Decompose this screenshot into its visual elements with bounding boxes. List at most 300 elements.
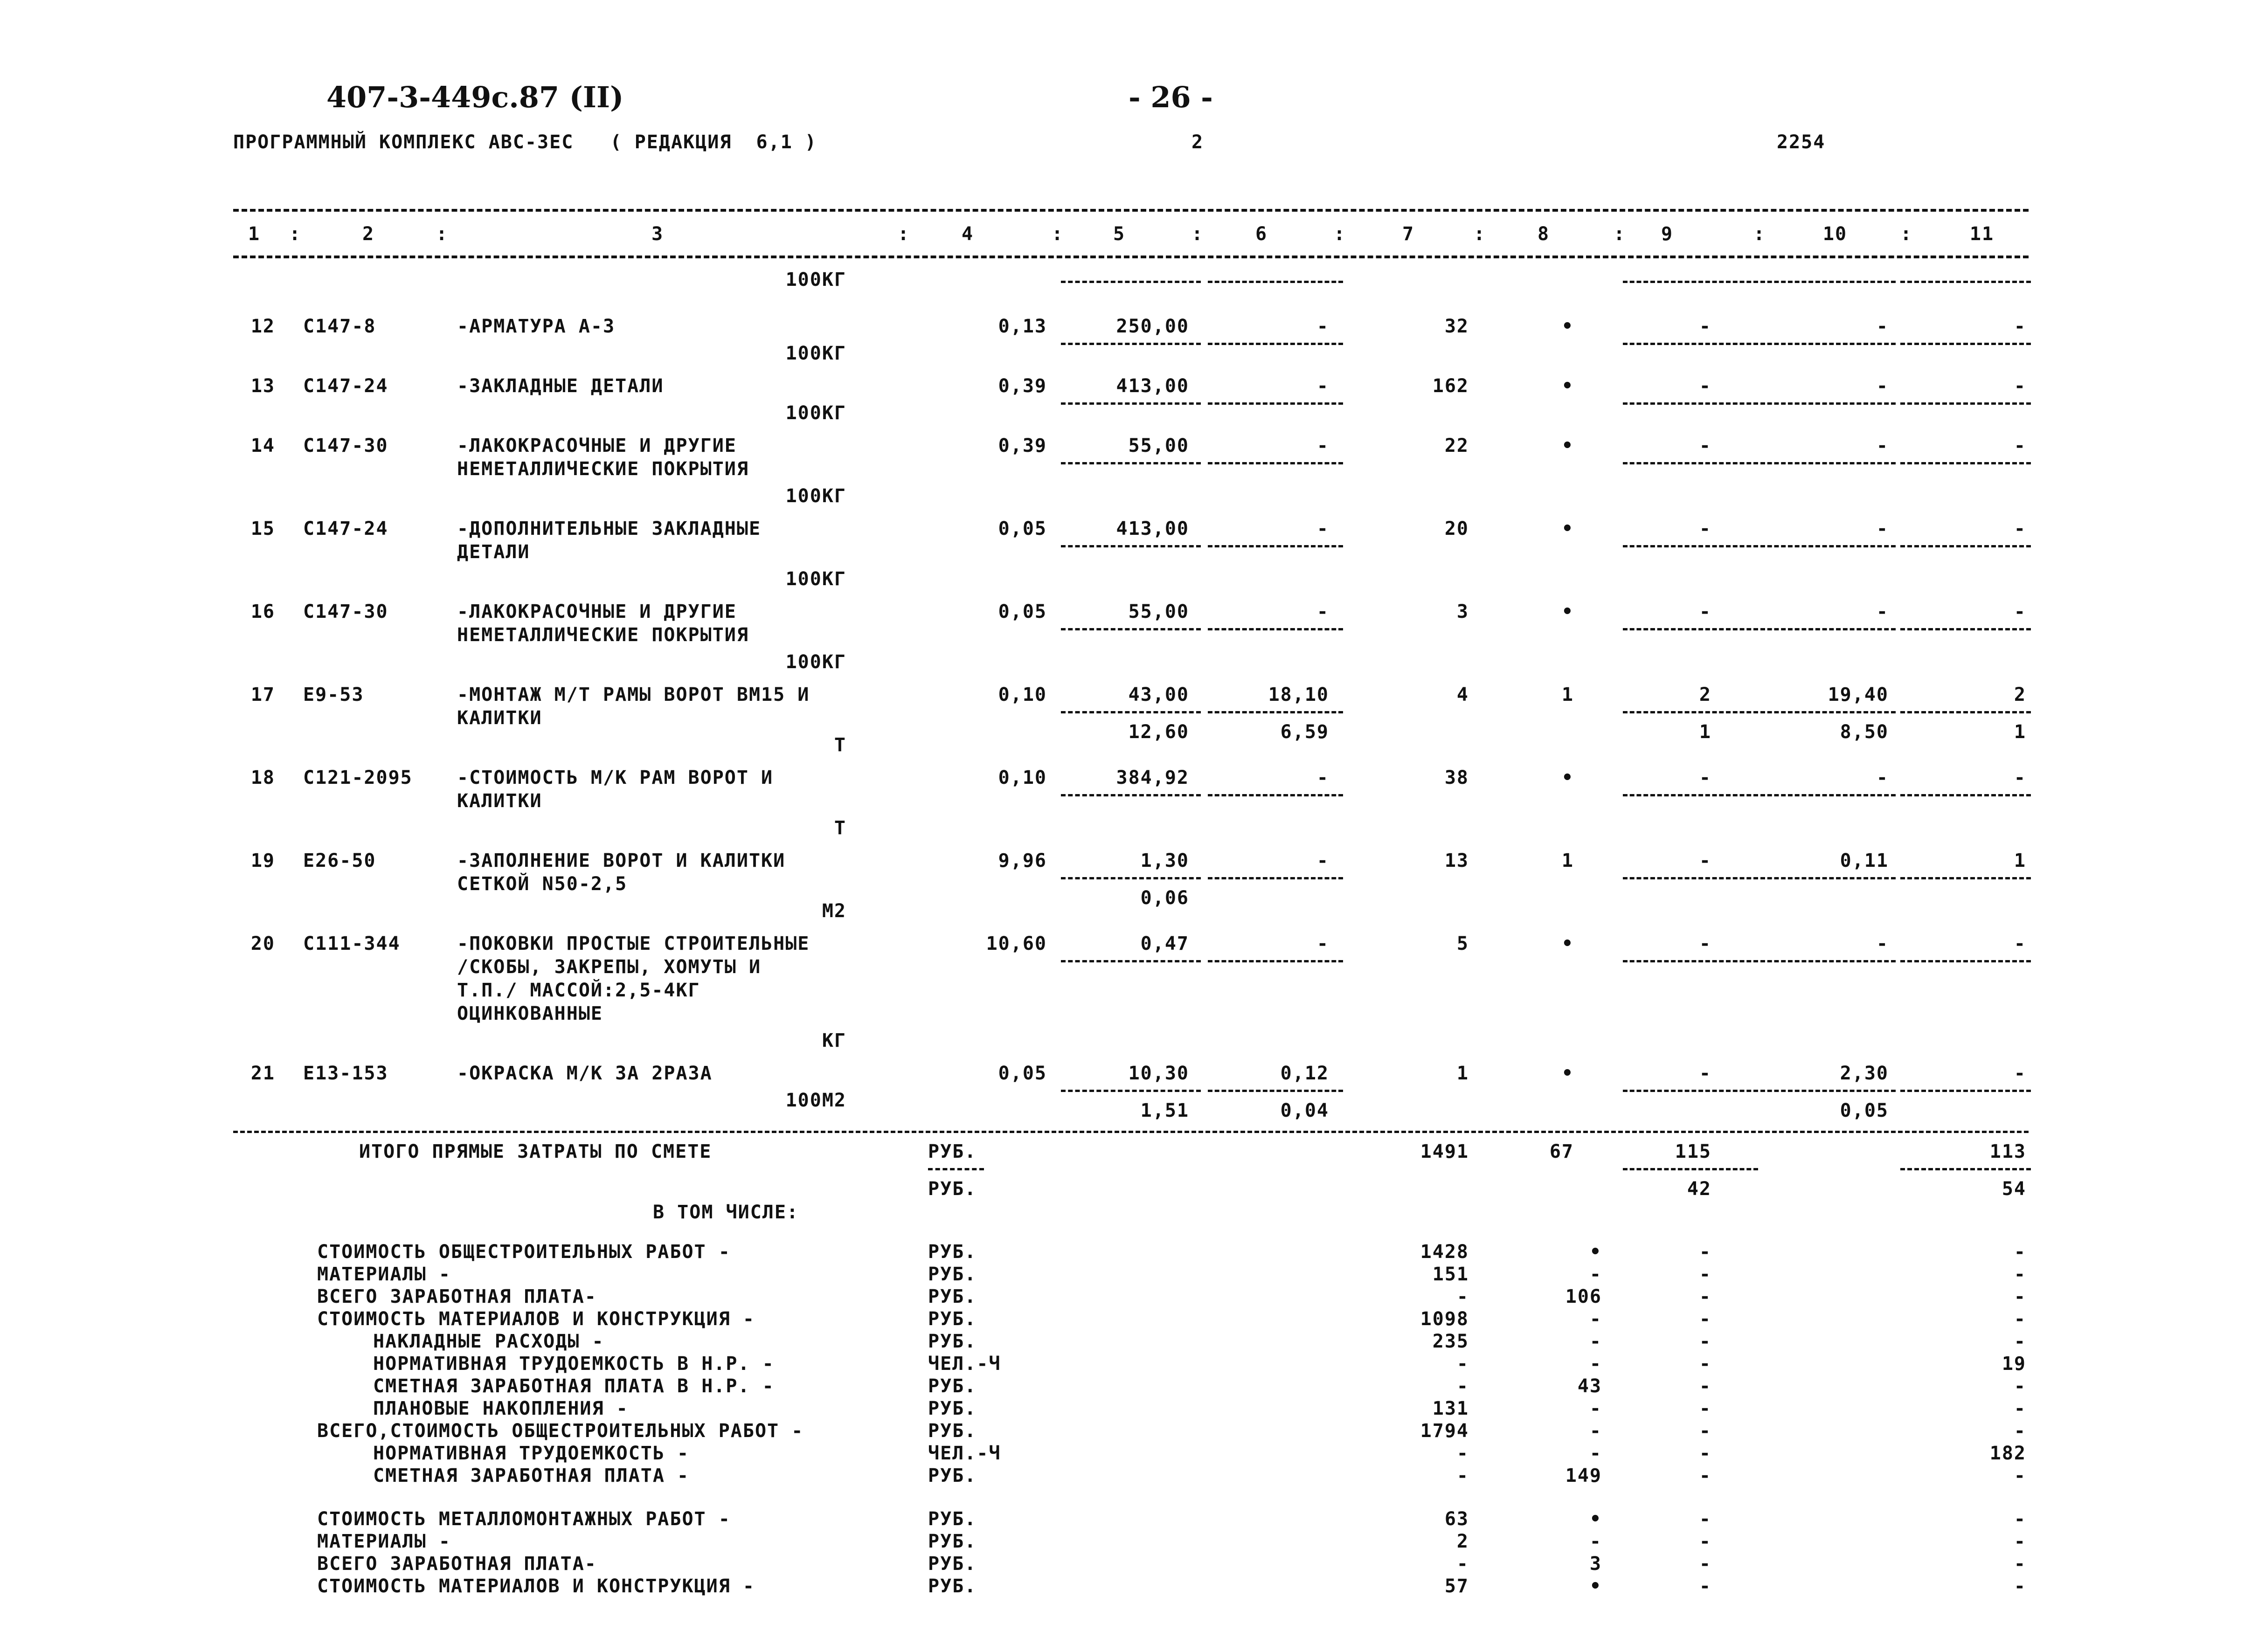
row-quantity: 0,05 — [998, 601, 1047, 622]
row-number: 12 — [250, 316, 275, 337]
row-col7: 38 — [1444, 767, 1469, 788]
summary-col8: 149 — [1565, 1465, 1602, 1486]
row-col6: - — [1316, 518, 1329, 539]
row-quantity: 0,39 — [998, 375, 1047, 397]
summary-col9: - — [1699, 1353, 1711, 1375]
summary-col9: - — [1699, 1241, 1711, 1263]
row-quantity: 0,10 — [998, 767, 1047, 788]
row-description: -МОНТАЖ М/Т РАМЫ ВОРОТ ВМ15 И — [457, 684, 810, 705]
cell-separator — [1623, 877, 1758, 879]
summary-col8: - — [1589, 1531, 1602, 1552]
column-header-9: 9 — [1661, 223, 1674, 245]
row-col8: 1 — [1561, 684, 1574, 705]
cell-separator — [1900, 402, 2031, 405]
summary-col7: 1098 — [1420, 1308, 1469, 1330]
cell-separator — [1208, 281, 1343, 283]
row-col7: 4 — [1456, 684, 1469, 705]
row-col10: 19,40 — [1828, 684, 1889, 705]
row-unit: 100КГ — [785, 402, 846, 424]
row-code: Е13-153 — [303, 1063, 388, 1084]
row-number: 14 — [250, 435, 275, 456]
row-col6-sub: 6,59 — [1280, 721, 1329, 743]
row-unit: 100КГ — [785, 568, 846, 590]
cell-separator — [1760, 794, 1896, 796]
total-col11: 113 — [1989, 1141, 2026, 1162]
row-col6: - — [1316, 435, 1329, 456]
cell-separator — [1208, 1090, 1343, 1092]
cell-separator — [1760, 877, 1896, 879]
cell-separator — [1900, 794, 2031, 796]
row-code: С147-30 — [303, 601, 388, 622]
cell-separator — [1760, 628, 1896, 630]
cell-separator — [1208, 877, 1343, 879]
cell-separator — [1760, 343, 1896, 345]
row-col11: - — [2014, 316, 2026, 337]
summary-label: СТОИМОСТЬ МАТЕРИАЛОВ И КОНСТРУКЦИЯ - — [317, 1308, 755, 1330]
row-col9: - — [1699, 518, 1711, 539]
summary-label: СМЕТНАЯ ЗАРАБОТНАЯ ПЛАТА - — [373, 1465, 690, 1486]
document-code: 407-3-449с.87 (II) — [326, 80, 624, 114]
row-number: 19 — [250, 850, 275, 871]
row-col10-sub: 8,50 — [1840, 721, 1889, 743]
row-code: С121-2095 — [303, 767, 413, 788]
row-col5: 10,30 — [1128, 1063, 1189, 1084]
row-col9: - — [1699, 850, 1711, 871]
cell-separator — [1061, 877, 1201, 879]
row-col11: - — [2014, 518, 2026, 539]
summary-col7: - — [1456, 1376, 1469, 1397]
summary-col7: 63 — [1444, 1508, 1469, 1530]
summary-col7: - — [1456, 1553, 1469, 1575]
row-code: С147-24 — [303, 518, 388, 539]
summary-col8: 3 — [1589, 1553, 1602, 1575]
summary-label: НОРМАТИВНАЯ ТРУДОЕМКОСТЬ В Н.Р. - — [373, 1353, 775, 1375]
total-col9: 115 — [1675, 1141, 1711, 1162]
summary-col11: - — [2014, 1531, 2026, 1552]
summary-col8: - — [1589, 1308, 1602, 1330]
summary-unit: РУБ. — [928, 1576, 977, 1597]
summary-col11: - — [2014, 1376, 2026, 1397]
summary-label: СТОИМОСТЬ ОБЩЕСТРОИТЕЛЬНЫХ РАБОТ - — [317, 1241, 731, 1263]
cell-separator — [1760, 462, 1896, 464]
row-col5-sub: 1,51 — [1140, 1100, 1189, 1121]
column-divider: : — [1900, 223, 1913, 245]
row-col5: 413,00 — [1116, 518, 1189, 539]
summary-col9: - — [1699, 1553, 1711, 1575]
row-number: 17 — [250, 684, 275, 705]
summary-col11: - — [2014, 1308, 2026, 1330]
row-quantity: 0,39 — [998, 435, 1047, 456]
cell-separator — [1623, 794, 1758, 796]
row-description: -ПОКОВКИ ПРОСТЫЕ СТРОИТЕЛЬНЫЕ — [457, 933, 810, 954]
column-divider: : — [1191, 223, 1204, 245]
cell-separator — [1623, 462, 1758, 464]
cell-separator — [1623, 281, 1758, 283]
row-col5: 250,00 — [1116, 316, 1189, 337]
summary-col9: - — [1699, 1331, 1711, 1352]
summary-col11: - — [2014, 1286, 2026, 1307]
cell-separator — [1061, 545, 1201, 547]
row-col6: - — [1316, 316, 1329, 337]
cell-separator — [1900, 960, 2031, 962]
summary-col8: - — [1589, 1420, 1602, 1442]
row-description: -АРМАТУРА А-3 — [457, 316, 616, 337]
row-description: СЕТКОЙ N50-2,5 — [457, 873, 628, 895]
row-col9-sub: 1 — [1699, 721, 1711, 743]
row-col5: 43,00 — [1128, 684, 1189, 705]
row-col10-sub: 0,05 — [1840, 1100, 1889, 1121]
summary-unit: РУБ. — [928, 1331, 977, 1352]
row-code: Е26-50 — [303, 850, 376, 871]
row-col9: - — [1699, 601, 1711, 622]
row-description: -ЗАКЛАДНЫЕ ДЕТАЛИ — [457, 375, 664, 397]
row-col9: - — [1699, 316, 1711, 337]
summary-col8: - — [1589, 1398, 1602, 1419]
summary-unit: РУБ. — [928, 1376, 977, 1397]
summary-col9: - — [1699, 1398, 1711, 1419]
summary-unit: РУБ. — [928, 1286, 977, 1307]
summary-col7: 131 — [1432, 1398, 1469, 1419]
row-col8: • — [1561, 933, 1574, 954]
row-unit: КГ — [822, 1030, 846, 1051]
row-number: 13 — [250, 375, 275, 397]
row-col11: - — [2014, 601, 2026, 622]
summary-col11: - — [2014, 1398, 2026, 1419]
summary-col7: - — [1456, 1465, 1469, 1486]
cell-separator — [1900, 281, 2031, 283]
cell-separator — [1208, 402, 1343, 405]
row-description: -ЛАКОКРАСОЧНЫЕ И ДРУГИЕ — [457, 435, 737, 456]
cell-separator — [1900, 343, 2031, 345]
cell-separator — [1061, 281, 1201, 283]
total-unit-2: РУБ. — [928, 1178, 977, 1200]
column-header-2: 2 — [362, 223, 375, 245]
summary-col11: - — [2014, 1331, 2026, 1352]
row-col8: • — [1561, 1063, 1574, 1084]
row-col9: - — [1699, 1063, 1711, 1084]
column-divider: : — [1334, 223, 1346, 245]
summary-col8: - — [1589, 1443, 1602, 1464]
row-description: -ДОПОЛНИТЕЛЬНЫЕ ЗАКЛАДНЫЕ — [457, 518, 762, 539]
summary-unit: ЧЕЛ.-Ч — [928, 1353, 1001, 1375]
unit-label: 100КГ — [785, 269, 846, 290]
cell-separator — [1760, 545, 1896, 547]
cell-separator — [1900, 1168, 2031, 1170]
total-col7: 1491 — [1420, 1141, 1469, 1162]
row-quantity: 0,10 — [998, 684, 1047, 705]
header-rule-top — [233, 209, 2029, 212]
row-col7: 13 — [1444, 850, 1469, 871]
row-number: 20 — [250, 933, 275, 954]
row-unit: Т — [834, 817, 846, 839]
row-col7: 22 — [1444, 435, 1469, 456]
row-description: -СТОИМОСТЬ М/К РАМ ВОРОТ И — [457, 767, 774, 788]
page-number: - 26 - — [1129, 80, 1213, 114]
document-id: 2254 — [1777, 131, 1826, 153]
summary-col11: - — [2014, 1465, 2026, 1486]
summary-col9: - — [1699, 1420, 1711, 1442]
summary-col7: 1428 — [1420, 1241, 1469, 1263]
cell-separator — [1623, 1168, 1758, 1170]
column-divider: : — [1052, 223, 1064, 245]
row-col6: - — [1316, 767, 1329, 788]
summary-col9: - — [1699, 1508, 1711, 1530]
row-col10: - — [1876, 435, 1889, 456]
cell-separator — [1760, 1090, 1896, 1092]
row-col5: 0,47 — [1140, 933, 1189, 954]
row-description: /СКОБЫ, ЗАКРЕПЫ, ХОМУТЫ И — [457, 956, 762, 978]
row-col10: 0,11 — [1840, 850, 1889, 871]
summary-col9: - — [1699, 1443, 1711, 1464]
column-divider: : — [1614, 223, 1626, 245]
summary-col9: - — [1699, 1264, 1711, 1285]
summary-col8: 106 — [1565, 1286, 1602, 1307]
summary-col7: 2 — [1456, 1531, 1469, 1552]
row-col11-sub: 1 — [2014, 721, 2026, 743]
row-col5-sub: 12,60 — [1128, 721, 1189, 743]
summary-col7: 235 — [1432, 1331, 1469, 1352]
row-unit: М2 — [822, 900, 846, 922]
row-col6: - — [1316, 601, 1329, 622]
cell-separator — [1623, 402, 1758, 405]
column-header-3: 3 — [651, 223, 664, 245]
including-heading: В ТОМ ЧИСЛЕ: — [653, 1202, 799, 1223]
total-rule — [233, 1131, 2029, 1133]
cell-separator — [1900, 1090, 2031, 1092]
row-code: Е9-53 — [303, 684, 364, 705]
row-number: 16 — [250, 601, 275, 622]
summary-col11: - — [2014, 1264, 2026, 1285]
column-divider: : — [289, 223, 302, 245]
summary-col8: • — [1589, 1576, 1602, 1597]
summary-col11: - — [2014, 1420, 2026, 1442]
summary-col7: - — [1456, 1353, 1469, 1375]
column-divider: : — [1474, 223, 1486, 245]
row-unit: 100КГ — [785, 485, 846, 507]
row-col7: 162 — [1432, 375, 1469, 397]
row-quantity: 0,05 — [998, 518, 1047, 539]
summary-unit: РУБ. — [928, 1398, 977, 1419]
column-header-11: 11 — [1969, 223, 1995, 245]
row-description: -ЗАПОЛНЕНИЕ ВОРОТ И КАЛИТКИ — [457, 850, 786, 871]
row-col6: 18,10 — [1268, 684, 1329, 705]
summary-unit: ЧЕЛ.-Ч — [928, 1443, 1001, 1464]
summary-col11: - — [2014, 1576, 2026, 1597]
cell-separator — [1900, 628, 2031, 630]
row-col9: - — [1699, 767, 1711, 788]
row-code: С147-24 — [303, 375, 388, 397]
row-col10: - — [1876, 767, 1889, 788]
row-quantity: 10,60 — [986, 933, 1047, 954]
summary-col11: - — [2014, 1553, 2026, 1575]
row-col8: • — [1561, 601, 1574, 622]
row-col9: 2 — [1699, 684, 1711, 705]
row-col7: 5 — [1456, 933, 1469, 954]
row-code: С147-8 — [303, 316, 376, 337]
row-col5: 384,92 — [1116, 767, 1189, 788]
summary-label: ПЛАНОВЫЕ НАКОПЛЕНИЯ - — [373, 1398, 629, 1419]
column-divider: : — [898, 223, 910, 245]
cell-separator — [1061, 960, 1201, 962]
column-header-8: 8 — [1537, 223, 1550, 245]
row-code: С111-344 — [303, 933, 401, 954]
row-description: Т.П./ МАССОЙ:2,5-4КГ — [457, 980, 700, 1001]
column-header-4: 4 — [961, 223, 974, 245]
cell-separator — [1623, 628, 1758, 630]
cell-separator — [1760, 281, 1896, 283]
total-col9-sub: 42 — [1687, 1178, 1711, 1200]
summary-label: НАКЛАДНЫЕ РАСХОДЫ - — [373, 1331, 604, 1352]
cell-separator — [1760, 960, 1896, 962]
summary-unit: РУБ. — [928, 1308, 977, 1330]
row-col10: 2,30 — [1840, 1063, 1889, 1084]
cell-separator — [1208, 794, 1343, 796]
row-col6: 0,12 — [1280, 1063, 1329, 1084]
row-unit: 100КГ — [785, 343, 846, 364]
row-col6: - — [1316, 850, 1329, 871]
cell-separator — [1061, 628, 1201, 630]
cell-separator — [1900, 877, 2031, 879]
row-col6-sub: 0,04 — [1280, 1100, 1329, 1121]
row-col6: - — [1316, 933, 1329, 954]
row-description: НЕМЕТАЛЛИЧЕСКИЕ ПОКРЫТИЯ — [457, 458, 749, 480]
total-col11-sub: 54 — [2002, 1178, 2026, 1200]
program-header: ПРОГРАММНЫЙ КОМПЛЕКС АВС-3ЕС ( РЕДАКЦИЯ 6,1 ) — [233, 131, 817, 153]
summary-col7: - — [1456, 1286, 1469, 1307]
row-col10: - — [1876, 601, 1889, 622]
summary-label: ВСЕГО,СТОИМОСТЬ ОБЩЕСТРОИТЕЛЬНЫХ РАБОТ - — [317, 1420, 804, 1442]
total-unit: РУБ. — [928, 1141, 977, 1162]
row-col5: 1,30 — [1140, 850, 1189, 871]
summary-unit: РУБ. — [928, 1241, 977, 1263]
row-col10: - — [1876, 375, 1889, 397]
column-header-6: 6 — [1255, 223, 1268, 245]
row-col8: • — [1561, 767, 1574, 788]
row-description: -ОКРАСКА М/К ЗА 2РАЗА — [457, 1063, 713, 1084]
cell-separator — [1208, 711, 1343, 713]
column-header-7: 7 — [1402, 223, 1415, 245]
cell-separator — [1061, 343, 1201, 345]
cell-separator — [1623, 960, 1758, 962]
cell-separator — [1208, 462, 1343, 464]
row-description: КАЛИТКИ — [457, 790, 542, 812]
row-col6: - — [1316, 375, 1329, 397]
row-quantity: 9,96 — [998, 850, 1047, 871]
row-col11: 2 — [2014, 684, 2026, 705]
cell-separator — [1061, 711, 1201, 713]
summary-unit: РУБ. — [928, 1420, 977, 1442]
row-col10: - — [1876, 316, 1889, 337]
row-number: 15 — [250, 518, 275, 539]
summary-col8: - — [1589, 1264, 1602, 1285]
summary-unit: РУБ. — [928, 1531, 977, 1552]
row-col9: - — [1699, 933, 1711, 954]
summary-col9: - — [1699, 1308, 1711, 1330]
cell-separator — [1623, 711, 1758, 713]
summary-col8: - — [1589, 1353, 1602, 1375]
row-quantity: 0,05 — [998, 1063, 1047, 1084]
column-divider: : — [436, 223, 449, 245]
column-header-10: 10 — [1822, 223, 1848, 245]
summary-col11: 19 — [2002, 1353, 2026, 1375]
summary-col11: 182 — [1989, 1443, 2026, 1464]
summary-col8: • — [1589, 1508, 1602, 1530]
summary-label: СТОИМОСТЬ МАТЕРИАЛОВ И КОНСТРУКЦИЯ - — [317, 1576, 755, 1597]
summary-unit: РУБ. — [928, 1264, 977, 1285]
row-col11: - — [2014, 375, 2026, 397]
summary-label: НОРМАТИВНАЯ ТРУДОЕМКОСТЬ - — [373, 1443, 690, 1464]
row-col7: 20 — [1444, 518, 1469, 539]
row-description: НЕМЕТАЛЛИЧЕСКИЕ ПОКРЫТИЯ — [457, 624, 749, 646]
cell-separator — [1900, 462, 2031, 464]
row-code: С147-30 — [303, 435, 388, 456]
summary-col9: - — [1699, 1376, 1711, 1397]
row-col9: - — [1699, 375, 1711, 397]
summary-col8: - — [1589, 1331, 1602, 1352]
row-description: -ЛАКОКРАСОЧНЫЕ И ДРУГИЕ — [457, 601, 737, 622]
summary-col7: - — [1456, 1443, 1469, 1464]
row-col5: 55,00 — [1128, 435, 1189, 456]
cell-separator — [1900, 711, 2031, 713]
cell-separator — [1061, 1090, 1201, 1092]
row-col7: 32 — [1444, 316, 1469, 337]
summary-col9: - — [1699, 1576, 1711, 1597]
row-col11: - — [2014, 1063, 2026, 1084]
cell-separator — [1760, 711, 1896, 713]
sheet-number: 2 — [1191, 131, 1204, 153]
summary-col8: • — [1589, 1241, 1602, 1263]
summary-unit: РУБ. — [928, 1465, 977, 1486]
row-col11: 1 — [2014, 850, 2026, 871]
column-divider: : — [1753, 223, 1766, 245]
row-col8: • — [1561, 518, 1574, 539]
row-col7: 3 — [1456, 601, 1469, 622]
row-col7: 1 — [1456, 1063, 1469, 1084]
column-header-5: 5 — [1113, 223, 1126, 245]
summary-unit: РУБ. — [928, 1508, 977, 1530]
row-col11: - — [2014, 767, 2026, 788]
row-unit: 100КГ — [785, 651, 846, 673]
summary-col8: 43 — [1577, 1376, 1602, 1397]
summary-label: МАТЕРИАЛЫ - — [317, 1264, 451, 1285]
summary-label: ВСЕГО ЗАРАБОТНАЯ ПЛАТА- — [317, 1553, 597, 1575]
cell-separator — [1208, 343, 1343, 345]
cell-separator — [1061, 462, 1201, 464]
row-col10: - — [1876, 518, 1889, 539]
row-description: КАЛИТКИ — [457, 707, 542, 729]
summary-col7: 151 — [1432, 1264, 1469, 1285]
row-col5-sub: 0,06 — [1140, 887, 1189, 909]
row-number: 21 — [250, 1063, 275, 1084]
summary-col9: - — [1699, 1531, 1711, 1552]
cell-separator — [1208, 545, 1343, 547]
row-col11: - — [2014, 435, 2026, 456]
summary-label: МАТЕРИАЛЫ - — [317, 1531, 451, 1552]
row-col8: • — [1561, 316, 1574, 337]
header-rule-bottom — [233, 256, 2029, 258]
row-col8: • — [1561, 375, 1574, 397]
cell-separator — [928, 1168, 984, 1170]
cell-separator — [1900, 545, 2031, 547]
summary-col11: - — [2014, 1241, 2026, 1263]
summary-label: СМЕТНАЯ ЗАРАБОТНАЯ ПЛАТА В Н.Р. - — [373, 1376, 775, 1397]
row-col11: - — [2014, 933, 2026, 954]
cell-separator — [1208, 960, 1343, 962]
summary-unit: РУБ. — [928, 1553, 977, 1575]
row-col5: 55,00 — [1128, 601, 1189, 622]
row-unit: 100М2 — [785, 1090, 846, 1111]
summary-col7: 1794 — [1420, 1420, 1469, 1442]
